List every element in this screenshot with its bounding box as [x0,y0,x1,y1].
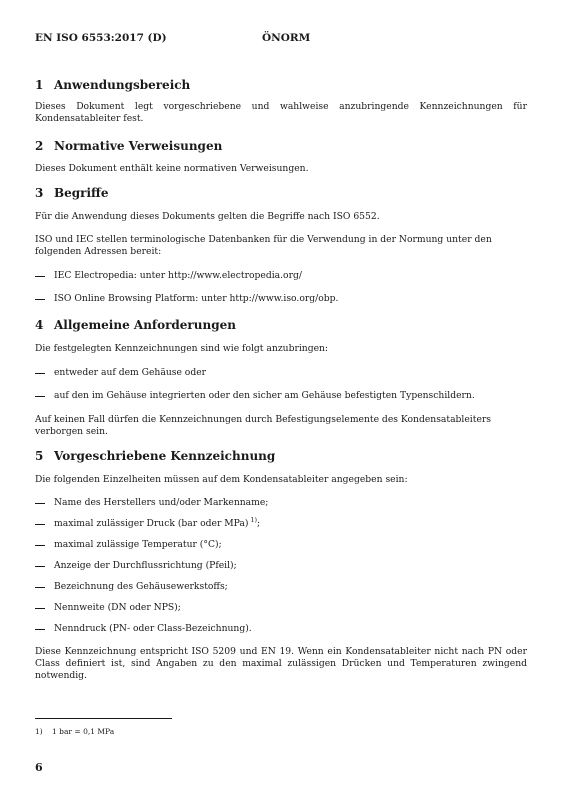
section-heading [35,78,190,92]
section-heading [35,449,275,463]
list-item-text: maximal zulässige Temperatur (°C); [54,539,222,550]
paragraph: Die festgelegten Kennzeichnungen sind wie folgt anzubringen: [35,343,329,354]
list-item-text-end: ; [257,518,261,529]
section-heading [35,139,222,153]
list-item-text: Name des Herstellers und/oder Markenname; [54,497,269,508]
section-heading [35,318,236,332]
dash-bullet [35,524,45,525]
paragraph: Die folgenden Einzelheiten müssen auf dem Kondensatableiter angegeben sein: [35,474,408,485]
section-number: 2 [35,139,44,153]
paragraph: ISO und IEC stellen terminologische Datenbanken für die Verwendung in der Normung unter den folgenden Adressen bereit: [35,234,492,257]
standard-designation: EN ISO 6553:2017 (D) [35,32,167,44]
dash-bullet [35,608,45,609]
section-number: 3 [35,186,44,200]
list-item-text: ISO Online Browsing Platform: unter http://www.iso.org/obp. [54,293,339,304]
footnote-separator [35,718,172,719]
dash-bullet [35,566,45,567]
dash-bullet [35,276,45,277]
dash-bullet [35,629,45,630]
list-item-text: Nennweite (DN oder NPS); [54,602,181,613]
list-item-text [54,518,260,530]
list-item-text: IEC Electropedia: unter http://www.electropedia.org/ [54,270,302,281]
dash-bullet [35,545,45,546]
dash-bullet [35,396,45,397]
section-number: 1 [35,78,44,92]
page-number: 6 [35,761,43,774]
list-item-text-main: maximal zulässiger Druck (bar oder MPa) [54,518,249,529]
footnote-reference: 1) [250,516,258,524]
paragraph: Auf keinen Fall dürfen die Kennzeichnungen durch Befestigungselemente des Kondensatableiters verborgen sein. [35,414,491,437]
paragraph: Diese Kennzeichnung entspricht ISO 5209 und EN 19. Wenn ein Kondensatableiter nicht nach PN oder Class definiert ist, sind Angaben zu den maximal zulässigen Drücken und Temperaturen zwingend notwendig. [35,646,527,681]
paragraph: Für die Anwendung dieses Dokuments gelten die Begriffe nach ISO 6552. [35,211,380,222]
section-number: 5 [35,449,44,463]
list-item-text: auf den im Gehäuse integrierten oder den sicher am Gehäuse befestigten Typenschildern. [54,390,475,401]
list-item-text: entweder auf dem Gehäuse oder [54,367,207,378]
list-item-text: Bezeichnung des Gehäusewerkstoffs; [54,581,228,592]
section-number: 4 [35,318,44,332]
section-title: Allgemeine Anforderungen [54,318,236,332]
dash-bullet [35,587,45,588]
dash-bullet [35,503,45,504]
paragraph: Dieses Dokument legt vorgeschriebene und wahlweise anzubringende Kennzeichnungen für Kondensatableiter fest. [35,101,527,124]
dash-bullet [35,373,45,374]
section-title: Anwendungsbereich [54,78,191,92]
footnote-mark: 1) [35,727,43,736]
list-item-text: Nenndruck (PN- oder Class-Bezeichnung). [54,623,252,634]
section-title: Begriffe [54,186,109,200]
list-item-text: Anzeige der Durchflussrichtung (Pfeil); [54,560,237,571]
footnote [35,727,114,736]
paragraph: Dieses Dokument enthält keine normativen Verweisungen. [35,163,309,174]
section-title: Normative Verweisungen [54,139,223,153]
publisher-mark: ÖNORM [262,32,311,44]
section-title: Vorgeschriebene Kennzeichnung [54,449,276,463]
footnote-text: 1 bar = 0,1 MPa [52,727,115,736]
dash-bullet [35,299,45,300]
section-heading [35,186,109,200]
